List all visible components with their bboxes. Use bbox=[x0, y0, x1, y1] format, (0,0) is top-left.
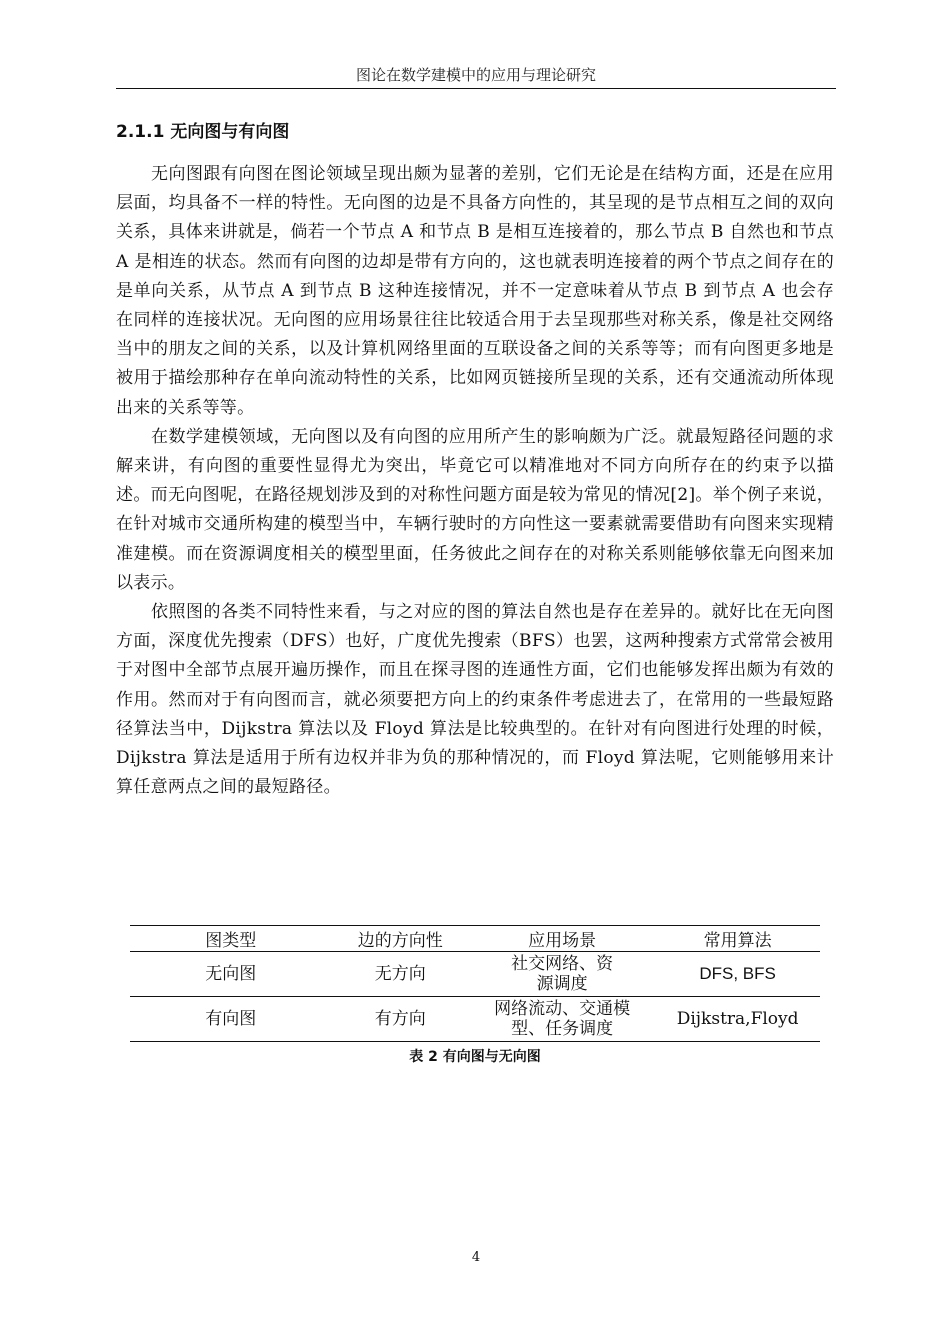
cell-algorithms: DFS, BFS bbox=[699, 964, 776, 983]
cell-type: 有向图 bbox=[130, 997, 331, 1042]
header-direction: 边的方向性 bbox=[331, 926, 468, 952]
header-scene: 应用场景 bbox=[469, 926, 655, 952]
header-algorithms: 常用算法 bbox=[655, 926, 820, 952]
cell-type: 无向图 bbox=[205, 964, 257, 984]
paragraph-3: 依照图的各类不同特性来看，与之对应的图的算法自然也是存在差异的。就好比在无向图方面，深度优先搜索（DFS）也好，广度优先搜索（BFS）也罢，这两种搜索方式常常会被用于对图中全部节点展开遍历操作，而且在探寻图的连通性方面，它们也能够发挥出颇为有效的作用。然而对于有向图而言，就必须要把方向上的约束条件考虑进去了，在常用的一些最短路径算法当中，Dijkstra 算法以及 Floyd 算法是比较典型的。在针对有向图进行处理的时候，Dijkstra 算法是适用于所有边权并非为负的那种情况的，而 Floyd 算法呢，它则能够用来计算任意两点之间的最短路径。 bbox=[116, 602, 834, 798]
running-header: 图论在数学建模中的应用与理论研究 bbox=[355, 66, 596, 84]
section-title: 2.1.1 无向图与有向图 bbox=[116, 122, 290, 142]
cell-direction: 无方向 bbox=[374, 964, 426, 984]
cell-scene-text: 社交网络、资源调度 bbox=[511, 954, 614, 994]
header-rule bbox=[116, 88, 836, 89]
paragraph-1: 无向图跟有向图在图论领域呈现出颇为显著的差别，它们无论是在结构方面，还是在应用层面，均具备不一样的特性。无向图的边是不具备方向性的，其呈现的是节点相互之间的双向关系，具体来讲就是，倘若一个节点 A 和节点 B 是相互连接着的，那么节点 B 自然也和节点 A 是相连的状态。然而有向图的边却是带有方向的，这也就表明连接着的两个节点之间存在的是单向关系，从节点 A 到节点 B 这种连接情况，并不一定意味着从节点 B 到节点 A 也会存在同样的连接状况。无向图的应用场景往往比较适合用于去呈现那些对称关系，像是社交网络当中的朋友之间的关系，以及计算机网络里面的互联设备之间的关系等等；而有向图更多地是被用于描绘那种存在单向流动特性的关系，比如网页链接所呈现的关系，还有交通流动所体现出来的关系等等。 bbox=[116, 164, 834, 418]
table-row bbox=[130, 952, 820, 997]
cell-scene bbox=[469, 952, 655, 997]
page-number: 4 bbox=[471, 1250, 481, 1265]
cell-scene bbox=[469, 997, 655, 1042]
table-header-row bbox=[130, 926, 820, 952]
table-caption: 表 2 有向图与无向图 bbox=[409, 1049, 541, 1065]
graph-comparison-table bbox=[130, 925, 820, 1042]
table-row bbox=[130, 997, 820, 1042]
body-text bbox=[116, 160, 834, 802]
paragraph-2: 在数学建模领域，无向图以及有向图的应用所产生的影响颇为广泛。就最短路径问题的求解来讲，有向图的重要性显得尤为突出，毕竟它可以精准地对不同方向所存在的约束予以描述。而无向图呢，在路径规划涉及到的对称性问题方面是较为常见的情况[2]。举个例子来说，在针对城市交通所构建的模型当中，车辆行驶时的方向性这一要素就需要借助有向图来实现精准建模。而在资源调度相关的模型里面，任务彼此之间存在的对称关系则能够依靠无向图来加以表示。 bbox=[116, 426, 834, 593]
cell-direction: 有方向 bbox=[331, 997, 468, 1042]
header-graph-type: 图类型 bbox=[130, 926, 331, 952]
cell-algorithms: Dijkstra,Floyd bbox=[655, 997, 820, 1042]
cell-scene-text: 网络流动、交通模型、任务调度 bbox=[494, 999, 631, 1039]
